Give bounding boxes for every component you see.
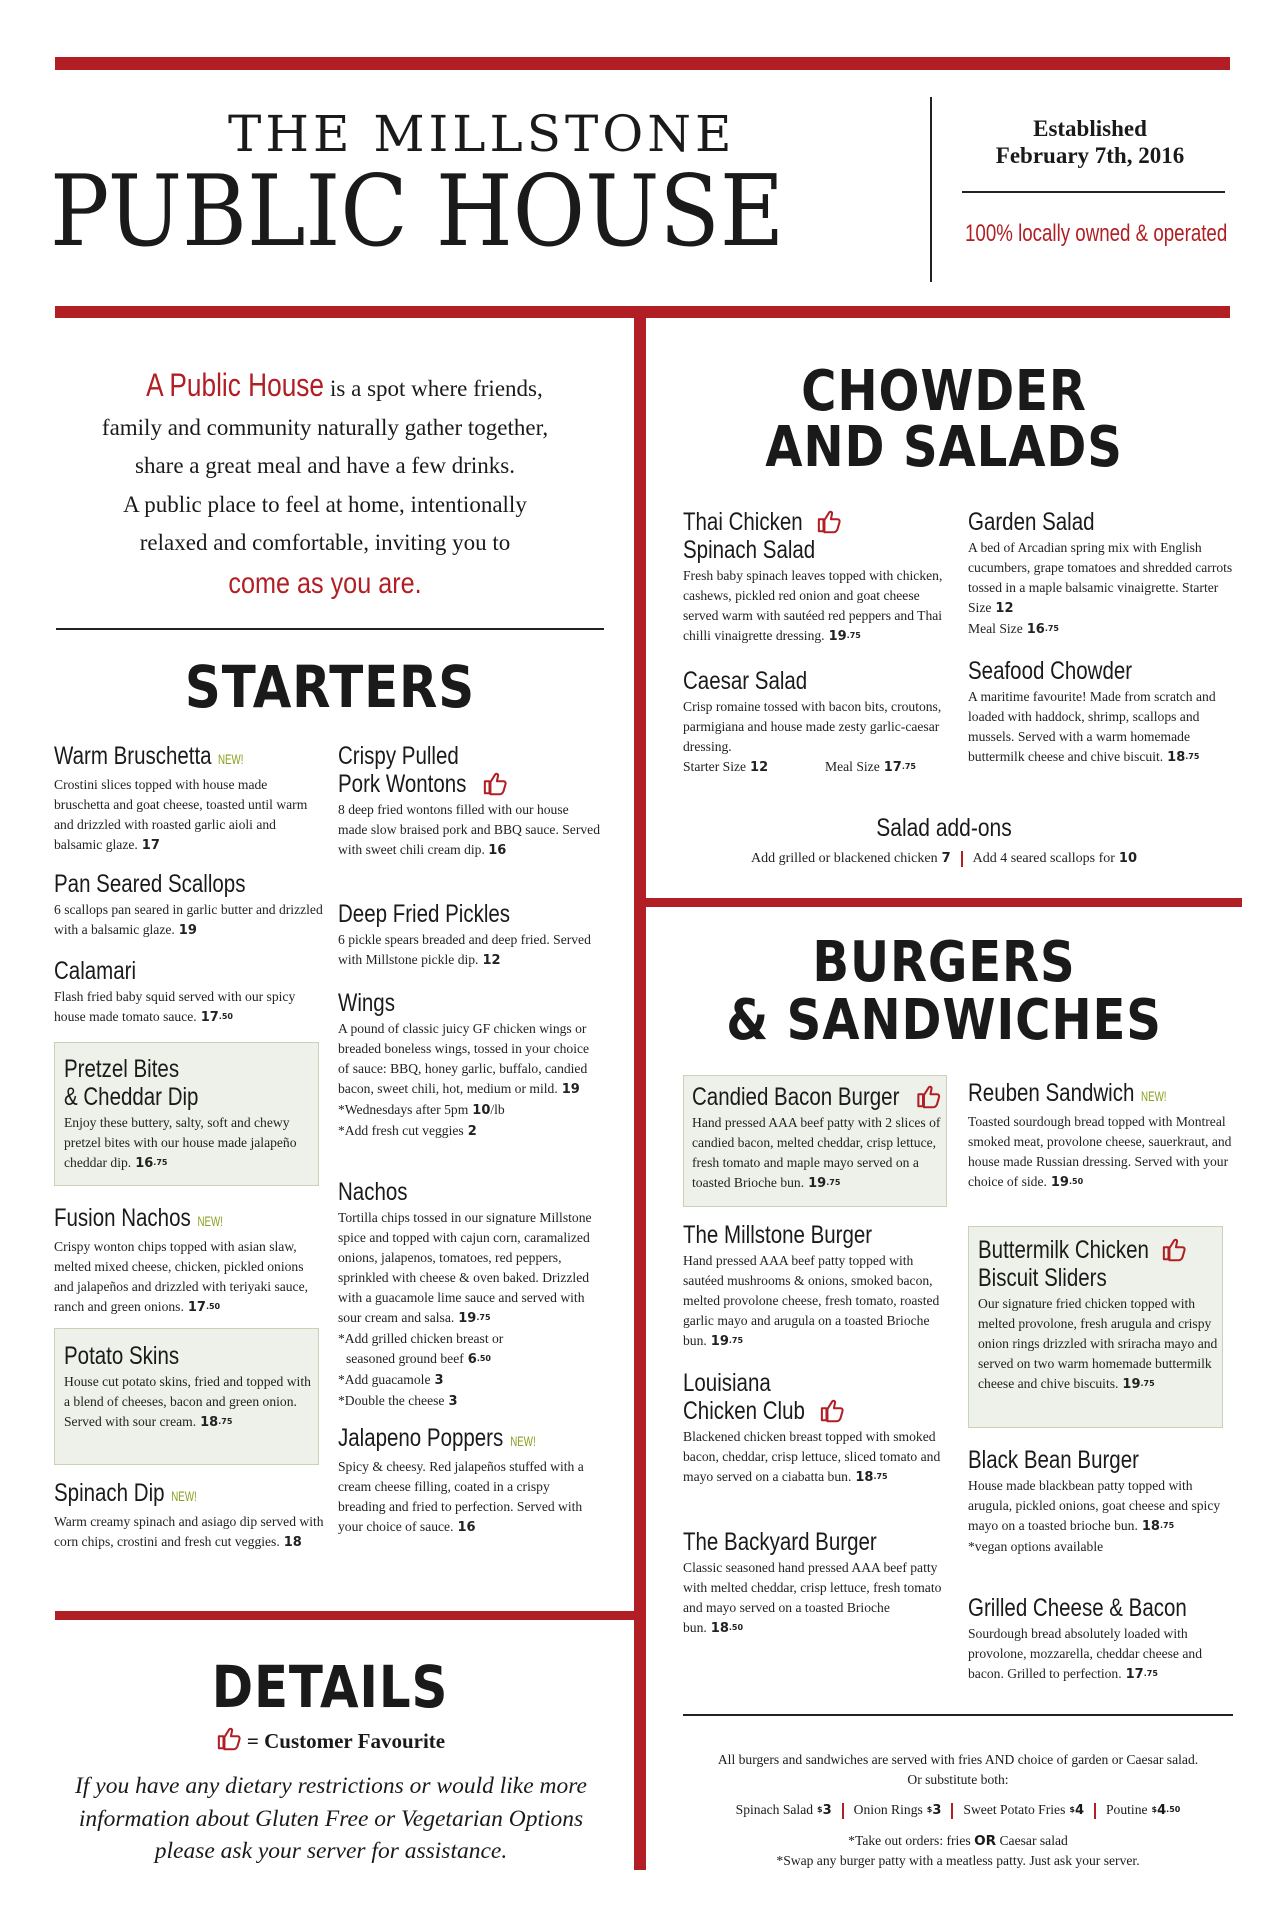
menu-item-scallops <box>54 870 324 941</box>
new-badge: NEW! <box>197 1213 223 1229</box>
addon-label: Add grilled or blackened chicken <box>750 851 938 866</box>
details-legend <box>56 1726 604 1754</box>
substitutes-row <box>660 1800 1256 1821</box>
established-label: Established <box>1033 116 1147 141</box>
item-price: 18 <box>283 1535 302 1550</box>
item-name: Warm Bruschetta <box>54 742 212 770</box>
item-desc: Blackened chicken breast topped with smoked bacon, cheddar, crisp lettuce, sliced tomato and mayo served on a ciabatta bun. <box>683 1429 941 1484</box>
swap-note: *Swap any burger patty with a meatless patty. Just ask your server. <box>776 1853 1140 1868</box>
item-desc: Crisp romaine tossed with bacon bits, croutons, parmigiana and house made zesty garlic-caesar dressing. <box>683 699 942 754</box>
item-cents: .75 <box>1140 1379 1155 1388</box>
item-price: 18 <box>710 1621 729 1636</box>
addon-price: 7 <box>941 851 951 866</box>
menu-item-grilled-cheese <box>968 1594 1233 1685</box>
addon-price: 10 <box>1118 851 1138 866</box>
starters-details-rule <box>55 1611 634 1620</box>
item-price: 18 <box>1167 750 1186 765</box>
item-name: Chicken Club <box>683 1397 805 1425</box>
item-desc: Toasted sourdough bread topped with Montreal smoked meat, provolone cheese, sauerkraut, and house made Russian dressing. Served with your choice of side. <box>968 1114 1232 1189</box>
item-name: Biscuit Sliders <box>978 1264 1107 1292</box>
details-note <box>46 1770 616 1868</box>
item-desc: Crostini slices topped with house made bruschetta and goat cheese, toasted until warm and drizzled with roasted garlic aioli and balsamic glaze. <box>54 777 308 852</box>
nachos-addon: *Add guacamole <box>338 1372 431 1387</box>
details-note-line: please ask your server for assistance. <box>154 1838 508 1864</box>
menu-item-bruschetta <box>54 742 324 856</box>
item-name: Pork Wontons <box>338 770 467 798</box>
salad-addons <box>646 813 1242 869</box>
substitute-option <box>963 1802 1084 1817</box>
item-name: Fusion Nachos <box>54 1204 191 1232</box>
currency-symbol: $ <box>926 1805 933 1814</box>
currency-symbol: $ <box>1069 1805 1075 1814</box>
item-desc: Fresh baby spinach leaves topped with chicken, cashews, pickled red onion and goat cheese served warm with sautéed red peppers and Thai chilli vinaigrette dressing. <box>683 568 943 643</box>
intro-text: is a spot where friends, <box>324 376 543 401</box>
substitute-option <box>736 1802 832 1817</box>
substitute-label: Poutine <box>1106 1802 1148 1817</box>
takeout-note: *Take out orders: fries <box>848 1833 975 1848</box>
item-price: 19 <box>828 629 847 644</box>
substitute-price: 3 <box>822 1803 832 1818</box>
starters-title: STARTERS <box>184 653 476 721</box>
tagline: 100% locally owned & operated <box>965 220 1228 247</box>
menu-item-wontons <box>338 742 600 861</box>
item-name: Spinach Dip <box>54 1479 165 1507</box>
menu-item-garden <box>968 508 1233 640</box>
item-price: 18 <box>855 1470 874 1485</box>
item-price: 18 <box>1141 1519 1160 1534</box>
item-name: Spinach Salad <box>683 536 816 564</box>
legend-text: = Customer Favourite <box>246 1729 446 1753</box>
item-cents: .75 <box>1143 1669 1158 1678</box>
item-desc: A pound of classic juicy GF chicken wings or breaded boneless wings, tossed in your choice of sauce: BBQ, honey garlic, buffalo, candied bacon, sweet chili, hot, medium or mild. <box>338 1021 590 1096</box>
intro <box>60 366 590 605</box>
wings-note: *Wednesdays after 5pm <box>338 1102 469 1117</box>
size-label: Starter Size <box>968 580 1219 615</box>
item-desc: 8 deep fried wontons filled with our house made slow braised pork and BBQ sauce. Served with sweet chili cream dip. <box>338 802 600 857</box>
salad-addons-title: Salad add-ons <box>876 814 1012 842</box>
item-price: 17 <box>1125 1667 1144 1682</box>
size-label: Starter Size <box>683 759 747 774</box>
intro-text: family and community naturally gather together, <box>101 414 549 440</box>
substitute-cents: .50 <box>1166 1805 1181 1814</box>
item-cents: .75 <box>476 1313 491 1322</box>
item-price: 19 <box>178 923 197 938</box>
menu-item-thai-salad <box>683 508 948 647</box>
item-cents: .75 <box>153 1158 168 1167</box>
size-label: Meal Size <box>825 759 880 774</box>
item-price: 16 <box>1026 622 1045 637</box>
item-name: Calamari <box>54 957 137 985</box>
takeout-note: Caesar salad <box>996 1833 1068 1848</box>
item-price: 19 <box>561 1082 580 1097</box>
item-price: 17 <box>141 838 160 853</box>
item-name: Potato Skins <box>64 1342 180 1370</box>
item-price: 19 <box>1050 1175 1069 1190</box>
item-desc: Flash fried baby squid served with our spicy house made tomato sauce. <box>54 989 296 1024</box>
nachos-addon-price: 3 <box>434 1373 444 1388</box>
item-desc: Tortilla chips tossed in our signature Millstone spice and topped with cajun corn, caramalized onions, jalapenos, tomatoes, red peppers, sprinkled with cheese & oven baked. Drizzled with a guacamole lime sauce and served with sour cream and salsa. <box>338 1210 592 1325</box>
menu-item-poppers <box>338 1424 600 1538</box>
addon-label: Add 4 seared scallops for <box>972 851 1115 866</box>
footer-sides: All burgers and sandwiches are served with fries AND choice of garden or Caesar salad. <box>717 1752 1199 1767</box>
separator <box>951 1803 953 1819</box>
item-desc: 6 scallops pan seared in garlic butter and drizzled with a balsamic glaze. <box>54 902 323 937</box>
intro-closing: come as you are. <box>228 566 422 600</box>
item-desc: Crispy wonton chips topped with asian slaw, melted mixed cheese, chicken, pickled onions and jalapeños and drizzled with teriyaki sauce, ranch and green onions. <box>54 1239 309 1314</box>
details-title: DETAILS <box>211 1653 449 1721</box>
new-badge: NEW! <box>1140 1088 1167 1104</box>
item-desc: Enjoy these buttery, salty, soft and chewy pretzel bites with our house made jalapeño cheddar dip. <box>64 1115 297 1170</box>
item-name: Pan Seared Scallops <box>54 870 246 898</box>
burgers-footer <box>660 1750 1256 1871</box>
title-line2: PUBLIC HOUSE <box>50 155 785 269</box>
item-cents: .50 <box>728 1623 744 1632</box>
substitute-label: Sweet Potato Fries <box>963 1802 1066 1817</box>
separator <box>961 851 963 867</box>
salads-burgers-rule <box>646 898 1242 907</box>
item-desc: Sourdough bread absolutely loaded with provolone, mozzarella, cheddar cheese and bacon. Grilled to perfection. <box>968 1626 1202 1681</box>
item-name: Candied Bacon Burger <box>692 1083 900 1111</box>
item-price: 17 <box>200 1010 219 1025</box>
wings-note: *Add fresh cut veggies <box>338 1123 464 1138</box>
item-name: Louisiana <box>683 1369 771 1397</box>
item-desc: House made blackbean patty topped with arugula, pickled onions, goat cheese and spicy mayo on a toasted brioche bun. <box>968 1478 1221 1533</box>
menu-item-backyard <box>683 1528 948 1639</box>
item-desc: 6 pickle spears breaded and deep fried. Served with Millstone pickle dip. <box>338 932 591 967</box>
item-name: Crispy Pulled <box>338 742 459 770</box>
item-name: & Cheddar Dip <box>64 1083 199 1111</box>
item-desc: Hand pressed AAA beef patty topped with sautéed mushrooms & onions, smoked bacon, melted provolone cheese, fresh tomato, roasted garlic mayo and arugula on a toasted Brioche bun. <box>683 1253 940 1348</box>
nachos-addon-cents: .50 <box>476 1354 491 1363</box>
item-name: Jalapeno Poppers <box>338 1424 504 1452</box>
menu-item-pickles <box>338 900 600 971</box>
menu-item-sliders <box>978 1236 1218 1395</box>
item-cents: .50 <box>218 1012 233 1021</box>
item-cents: .75 <box>826 1178 841 1187</box>
item-desc: Warm creamy spinach and asiago dip served with corn chips, crostini and fresh cut veggies. <box>54 1514 324 1549</box>
item-desc: A maritime favourite! Made from scratch and loaded with haddock, shrimp, scallops and mussels. Served with a warm homemade buttermilk cheese and chive biscuit. <box>968 689 1216 764</box>
item-price: 12 <box>995 601 1014 616</box>
item-name: The Backyard Burger <box>683 1528 877 1556</box>
substitute-label: Onion Rings <box>853 1802 923 1817</box>
nachos-addon: *Add grilled chicken breast or <box>338 1331 504 1346</box>
item-name: The Millstone Burger <box>683 1221 873 1249</box>
item-name: Grilled Cheese & Bacon <box>968 1594 1187 1622</box>
substitute-price: 3 <box>932 1803 942 1818</box>
intro-lead: A Public House <box>146 367 325 403</box>
nachos-addon-price: 6 <box>467 1352 477 1367</box>
thumbs-up-icon <box>915 1084 944 1110</box>
item-cents: .50 <box>205 1302 221 1311</box>
established-date: February 7th, 2016 <box>995 143 1185 168</box>
item-price: 19 <box>1122 1377 1141 1392</box>
substitute-option <box>854 1802 942 1817</box>
wings-note-price: 2 <box>467 1124 477 1139</box>
item-price: 16 <box>135 1156 154 1171</box>
item-name: Buttermilk Chicken <box>978 1236 1149 1264</box>
item-name: Black Bean Burger <box>968 1446 1139 1474</box>
substitute-label: Spinach Salad <box>735 1802 814 1817</box>
menu-item-reuben <box>968 1079 1233 1193</box>
salads-title-line: CHOWDER <box>801 359 1087 424</box>
item-cents: .75 <box>1185 752 1200 761</box>
menu-item-millstone-burger <box>683 1221 948 1352</box>
currency-symbol: $ <box>817 1805 823 1814</box>
new-badge: NEW! <box>509 1433 536 1449</box>
substitute-option <box>1106 1802 1180 1817</box>
item-cents: .75 <box>873 1472 888 1481</box>
item-desc: Hand pressed AAA beef patty with 2 slices of candied bacon, melted cheddar, crisp lettuce, fresh tomato and maple mayo served on a toasted Brioche bun. <box>692 1115 941 1190</box>
thumbs-up-icon <box>818 1398 848 1424</box>
item-price: 18 <box>200 1415 219 1430</box>
title-line1: THE MILLSTONE <box>228 105 736 163</box>
item-name: Deep Fried Pickles <box>338 900 511 928</box>
item-cents: .75 <box>846 631 861 640</box>
item-desc: A bed of Arcadian spring mix with English cucumbers, grape tomatoes and shredded carrots tossed in a maple balsamic vinaigrette. <box>968 540 1233 595</box>
item-desc: Classic seasoned hand pressed AAA beef patty with melted cheddar, crisp lettuce, fresh tomato and mayo served on a toasted Brioche bun. <box>683 1560 942 1635</box>
item-price: 17 <box>883 760 902 775</box>
burgers-footer-rule <box>683 1714 1233 1716</box>
item-desc: Our signature fried chicken topped with melted provolone, fresh arugula and crispy onion rings drizzled with sriracha mayo and served on two warm homemade buttermilk cheese and chive biscuits. <box>978 1296 1218 1391</box>
header-bottom-rule <box>55 306 1230 318</box>
established <box>960 115 1220 169</box>
item-cents: .75 <box>218 1417 233 1426</box>
menu-item-caesar <box>683 667 948 778</box>
item-desc: House cut potato skins, fried and topped with a blend of cheeses, bacon and green onion. Served with sour cream. <box>64 1374 311 1429</box>
separator <box>842 1803 844 1819</box>
item-cents: .75 <box>1159 1521 1175 1530</box>
item-name: Reuben Sandwich <box>968 1079 1135 1107</box>
item-price: 19 <box>710 1334 729 1349</box>
menu-item-pretzel <box>64 1055 314 1174</box>
menu-item-black-bean <box>968 1446 1233 1557</box>
thumbs-up-icon <box>1160 1237 1190 1263</box>
salads-title <box>688 359 1201 480</box>
item-price: 17 <box>187 1300 206 1315</box>
menu-item-calamari <box>54 957 324 1028</box>
item-name: Caesar Salad <box>683 667 808 695</box>
details-note-line: information about Gluten Free or Vegetarian Options <box>78 1805 584 1832</box>
item-name: Garden Salad <box>968 508 1095 536</box>
nachos-addon: *Double the cheese <box>338 1393 445 1408</box>
item-name: Thai Chicken <box>683 508 803 536</box>
wings-note-price: 10 <box>472 1103 491 1118</box>
thumbs-up-icon <box>481 771 511 797</box>
nachos-addon: seasoned ground beef <box>346 1351 464 1366</box>
burgers-title-line: BURGERS <box>812 930 1076 995</box>
menu-item-spinach-dip <box>54 1479 324 1553</box>
item-name: Nachos <box>338 1178 408 1206</box>
item-cents: .50 <box>1068 1177 1084 1186</box>
burgers-title-line: & SANDWICHES <box>726 988 1162 1053</box>
item-price: 16 <box>457 1520 476 1535</box>
menu-item-candied-bacon <box>692 1083 944 1194</box>
separator <box>1094 1803 1096 1819</box>
nachos-addon-price: 3 <box>448 1394 458 1409</box>
item-price: 12 <box>750 760 769 775</box>
item-price: 16 <box>488 843 507 858</box>
footer-substitute: Or substitute both: <box>907 1772 1009 1787</box>
menu-item-chowder <box>968 657 1233 768</box>
intro-rule <box>56 628 604 630</box>
burgers-title <box>688 930 1201 1053</box>
thumbs-up-icon <box>815 509 845 535</box>
item-name: Seafood Chowder <box>968 657 1133 685</box>
item-name: Wings <box>338 989 395 1017</box>
item-desc: Spicy & cheesy. Red jalapeños stuffed with a cream cheese filling, coated in a crispy breading and fried to perfection. Served with your choice of sauce. <box>338 1459 584 1534</box>
new-badge: NEW! <box>171 1488 197 1504</box>
item-price: 12 <box>482 953 501 968</box>
intro-text: relaxed and comfortable, inviting you to <box>139 530 511 555</box>
established-rule <box>962 191 1225 193</box>
top-rule <box>55 57 1230 70</box>
intro-text: A public place to feel at home, intentionally <box>123 491 527 517</box>
item-price: 19 <box>808 1176 827 1191</box>
item-cents: .75 <box>1044 624 1059 633</box>
takeout-or: OR <box>974 1833 997 1849</box>
size-label: Meal Size <box>968 621 1023 636</box>
item-price: 19 <box>458 1311 477 1326</box>
item-cents: .75 <box>728 1336 744 1345</box>
new-badge: NEW! <box>218 751 244 767</box>
vegan-note: *vegan options available <box>968 1539 1104 1554</box>
header-divider <box>930 97 932 282</box>
intro-text: share a great meal and have a few drinks. <box>135 453 515 478</box>
menu-item-fusion-nachos <box>54 1204 324 1318</box>
thumbs-up-icon <box>215 1726 245 1752</box>
currency-symbol: $ <box>1151 1805 1158 1814</box>
menu-item-potato-skins <box>64 1342 314 1433</box>
details-note-line: If you have any dietary restrictions or would like more <box>75 1773 587 1799</box>
item-cents: .75 <box>901 762 916 771</box>
center-vertical-rule <box>634 318 646 1870</box>
menu-item-louisiana <box>683 1369 948 1488</box>
wings-note-unit: /lb <box>490 1102 505 1117</box>
substitute-price: 4 <box>1074 1803 1084 1818</box>
menu-item-nachos <box>338 1178 600 1412</box>
menu-item-wings <box>338 989 600 1142</box>
item-name: Pretzel Bites <box>64 1055 180 1083</box>
salads-title-line: AND SALADS <box>765 415 1123 480</box>
substitute-price: 4 <box>1157 1803 1167 1818</box>
